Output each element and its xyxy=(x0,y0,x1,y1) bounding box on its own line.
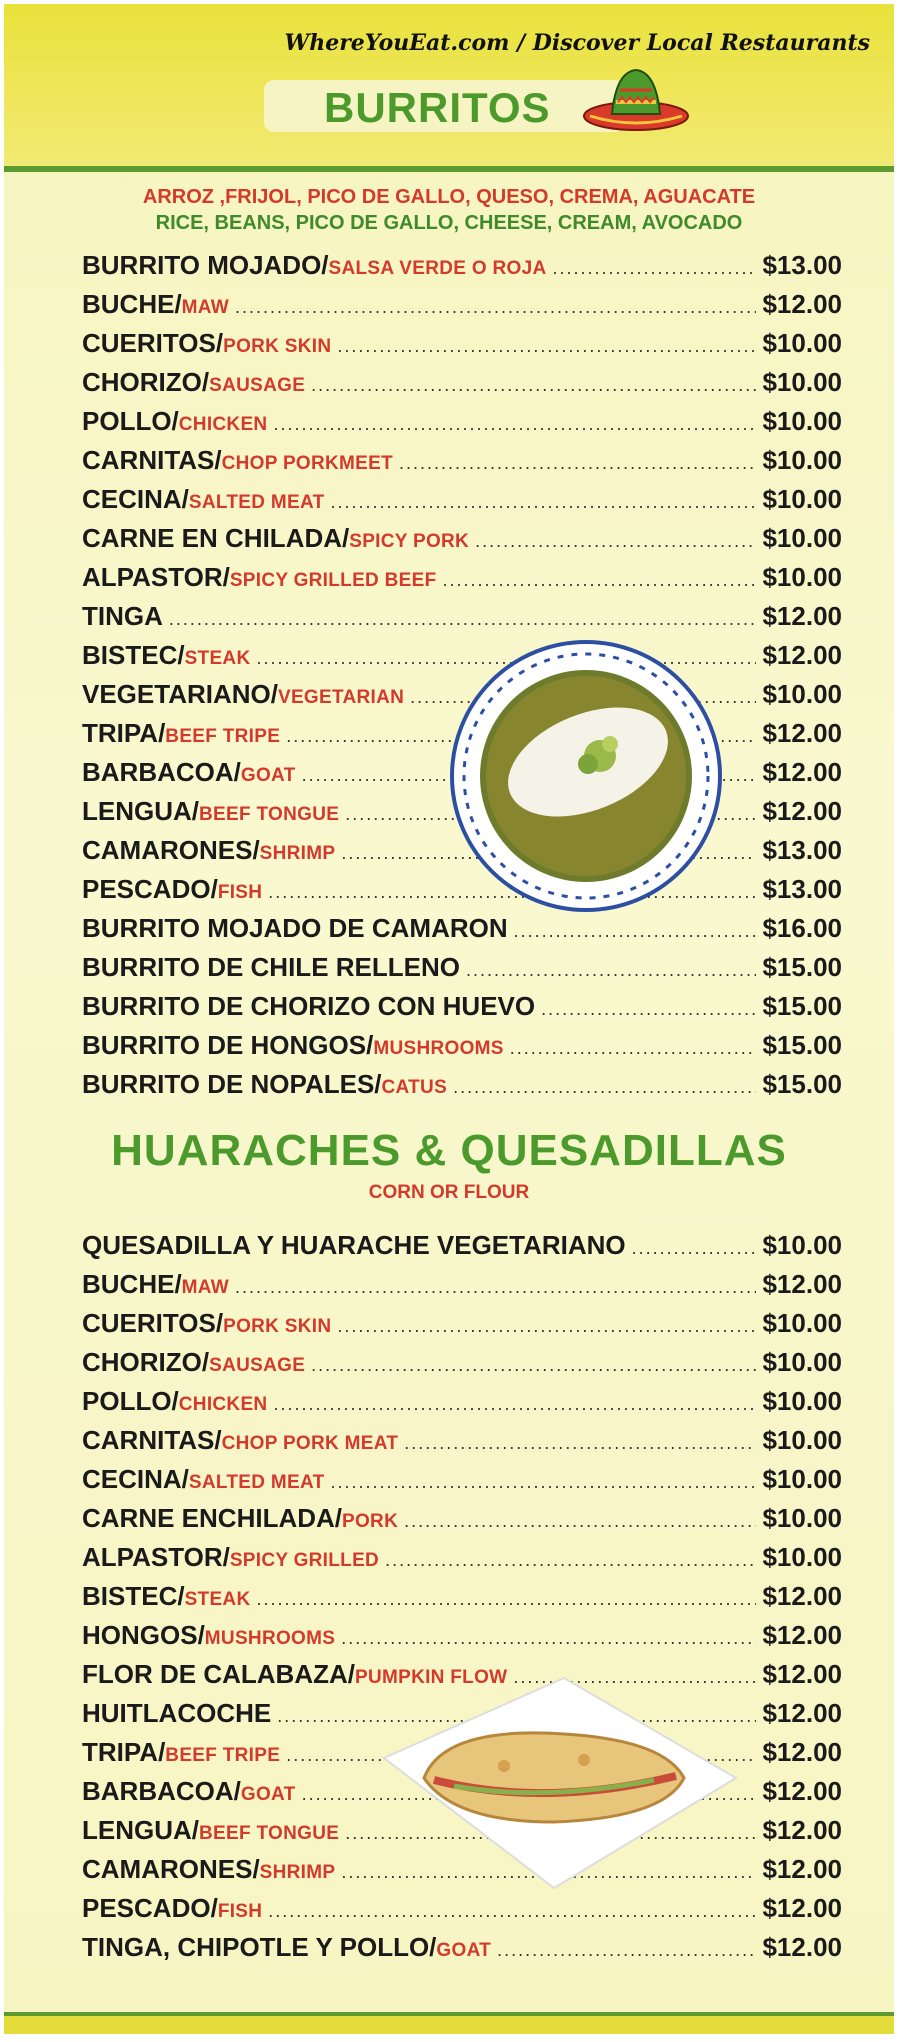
menu-item-name: BARBACOA/ xyxy=(82,1776,241,1806)
dot-leader xyxy=(273,414,756,435)
burritos-title: BURRITOS xyxy=(324,84,551,131)
menu-item-price: $15.00 xyxy=(762,952,842,982)
menu-item xyxy=(82,1620,842,1659)
huaraches-subtitle: CORN OR FLOUR xyxy=(368,1182,530,1203)
menu-item xyxy=(82,328,842,367)
menu-item-name: BURRITO DE CHORIZO CON HUEVO xyxy=(82,991,536,1021)
dot-leader xyxy=(399,453,756,474)
menu-item xyxy=(82,250,842,289)
menu-item-price: $12.00 xyxy=(762,1581,842,1611)
menu-item-price: $12.00 xyxy=(762,601,842,631)
dot-leader xyxy=(337,1316,756,1337)
dot-leader xyxy=(632,1238,757,1259)
menu-item xyxy=(82,406,842,445)
dot-leader xyxy=(541,999,756,1020)
menu-item-price: $15.00 xyxy=(762,991,842,1021)
menu-item-name: BISTEC/ xyxy=(82,640,185,670)
menu-item-price: $12.00 xyxy=(762,757,842,787)
menu-item-translation: SHRIMP xyxy=(259,843,336,864)
menu-item-name: POLLO/ xyxy=(82,406,179,436)
burritos-subtitle-es: ARROZ ,FRIJOL, PICO DE GALLO, QUESO, CREMA, AGUACATE xyxy=(142,186,756,208)
menu-item-translation: BEEF TRIPE xyxy=(165,1745,281,1766)
menu-item xyxy=(82,1030,842,1069)
dot-leader xyxy=(404,1511,756,1532)
menu-item-translation: SHRIMP xyxy=(259,1862,336,1883)
menu-item-price: $12.00 xyxy=(762,1659,842,1689)
menu-item xyxy=(82,1581,842,1620)
menu-item-name: POLLO/ xyxy=(82,1386,179,1416)
menu-item-name: CARNITAS/ xyxy=(82,1425,222,1455)
menu-item-price: $10.00 xyxy=(762,1386,842,1416)
menu-item xyxy=(82,913,842,952)
dot-leader xyxy=(235,297,756,318)
menu-item-price: $10.00 xyxy=(762,523,842,553)
menu-item xyxy=(82,1542,842,1581)
menu-item-name: BURRITO DE HONGOS/ xyxy=(82,1030,374,1060)
menu-item-price: $12.00 xyxy=(762,289,842,319)
menu-item xyxy=(82,1347,842,1386)
menu-item-price: $15.00 xyxy=(762,1030,842,1060)
menu-item-price: $10.00 xyxy=(762,367,842,397)
menu-item-translation: PUMPKIN FLOW xyxy=(354,1667,508,1688)
menu-item-price: $13.00 xyxy=(762,835,842,865)
menu-item-translation: BEEF TRIPE xyxy=(165,726,281,747)
menu-item-name: PESCADO/ xyxy=(82,1893,218,1923)
menu-item-price: $10.00 xyxy=(762,1347,842,1377)
menu-item-name: FLOR DE CALABAZA/ xyxy=(82,1659,355,1689)
menu-item-translation: SAUSAGE xyxy=(209,375,306,396)
menu-item-translation: CHOP PORKMEET xyxy=(221,453,394,474)
site-banner[interactable]: WhereYouEat.com / Discover Local Restaurants xyxy=(284,30,870,56)
menu-item-price: $10.00 xyxy=(762,1230,842,1260)
burritos-subtitle-en: RICE, BEANS, PICO DE GALLO, CHEESE, CREAM, AVOCADO xyxy=(155,212,743,234)
menu-item-price: $15.00 xyxy=(762,1069,842,1099)
menu-item xyxy=(82,289,842,328)
dot-leader xyxy=(331,492,757,513)
dot-leader xyxy=(311,1355,756,1376)
menu-item xyxy=(82,1230,842,1269)
menu-item-translation: PORK SKIN xyxy=(223,1316,332,1337)
menu-item-translation: SPICY GRILLED xyxy=(229,1550,380,1571)
menu-item-price: $12.00 xyxy=(762,1932,842,1962)
menu-page xyxy=(4,4,894,2034)
menu-item-price: $10.00 xyxy=(762,1308,842,1338)
menu-item-name: BISTEC/ xyxy=(82,1581,185,1611)
menu-item-translation: PORK SKIN xyxy=(223,336,332,357)
menu-item-translation: MAW xyxy=(181,297,230,318)
menu-item-translation: BEEF TONGUE xyxy=(199,1823,340,1844)
menu-item xyxy=(82,1308,842,1347)
menu-item-translation: SALTED MEAT xyxy=(188,1472,325,1493)
menu-item-name: TINGA, CHIPOTLE Y POLLO/ xyxy=(82,1932,437,1962)
menu-item-price: $10.00 xyxy=(762,679,842,709)
menu-item-translation: SAUSAGE xyxy=(209,1355,306,1376)
dot-leader xyxy=(268,1901,756,1922)
menu-item-translation: CATUS xyxy=(381,1077,448,1098)
menu-item-name: BUCHE/ xyxy=(82,289,182,319)
dot-leader xyxy=(331,1472,757,1493)
dot-leader xyxy=(453,1077,756,1098)
menu-item-name: LENGUA/ xyxy=(82,1815,199,1845)
menu-item-name: BURRITO DE CHILE RELLENO xyxy=(82,952,460,982)
menu-item xyxy=(82,367,842,406)
dot-leader xyxy=(235,1277,756,1298)
menu-item-name: CAMARONES/ xyxy=(82,1854,260,1884)
huaraches-title: HUARACHES & QUESADILLAS xyxy=(111,1126,787,1175)
menu-item-name: BURRITO MOJADO DE CAMARON xyxy=(82,913,508,943)
menu-item-price: $10.00 xyxy=(762,328,842,358)
menu-item xyxy=(82,484,842,523)
menu-item-name: HONGOS/ xyxy=(82,1620,205,1650)
menu-item-price: $12.00 xyxy=(762,1815,842,1845)
menu-item-price: $12.00 xyxy=(762,1698,842,1728)
menu-item-name: CARNE ENCHILADA/ xyxy=(82,1503,342,1533)
dot-leader xyxy=(337,336,756,357)
menu-item-price: $10.00 xyxy=(762,1464,842,1494)
menu-item-price: $16.00 xyxy=(762,913,842,943)
menu-item xyxy=(82,1464,842,1503)
menu-item xyxy=(82,1932,842,1971)
menu-item xyxy=(82,601,842,640)
menu-item-translation: VEGETARIAN xyxy=(277,687,405,708)
menu-item-name: TRIPA/ xyxy=(82,1737,166,1767)
dot-leader xyxy=(169,609,757,630)
menu-item-translation: MUSHROOMS xyxy=(204,1628,336,1649)
menu-item-price: $13.00 xyxy=(762,250,842,280)
menu-item-translation: GOAT xyxy=(240,1784,296,1805)
menu-item xyxy=(82,1386,842,1425)
menu-item-price: $10.00 xyxy=(762,1425,842,1455)
menu-item-name: VEGETARIANO/ xyxy=(82,679,278,709)
menu-item xyxy=(82,445,842,484)
dot-leader xyxy=(404,1433,756,1454)
menu-item-price: $12.00 xyxy=(762,718,842,748)
menu-item-price: $12.00 xyxy=(762,796,842,826)
dot-leader xyxy=(341,1628,756,1649)
menu-item-translation: MAW xyxy=(181,1277,230,1298)
dot-leader xyxy=(510,1038,757,1059)
menu-item-price: $10.00 xyxy=(762,1503,842,1533)
dot-leader xyxy=(552,258,756,279)
menu-item-price: $12.00 xyxy=(762,640,842,670)
menu-item-price: $10.00 xyxy=(762,484,842,514)
menu-item-translation: CHOP PORK MEAT xyxy=(221,1433,399,1454)
menu-item-name: BURRITO DE NOPALES/ xyxy=(82,1069,382,1099)
menu-item-name: HUITLACOCHE xyxy=(82,1698,272,1728)
menu-item-price: $12.00 xyxy=(762,1620,842,1650)
menu-item-translation: SALSA VERDE O ROJA xyxy=(328,258,547,279)
menu-item-name: BURRITO MOJADO/ xyxy=(82,250,329,280)
menu-item-translation: GOAT xyxy=(436,1940,492,1961)
menu-item-translation: FISH xyxy=(217,882,263,903)
menu-item-name: BARBACOA/ xyxy=(82,757,241,787)
quesadilla-photo xyxy=(364,1668,744,1898)
menu-item-translation: STEAK xyxy=(184,1589,251,1610)
menu-item xyxy=(82,991,842,1030)
menu-item-price: $10.00 xyxy=(762,406,842,436)
menu-item-name: LENGUA/ xyxy=(82,796,199,826)
sombrero-icon xyxy=(582,64,690,134)
header-divider xyxy=(4,166,894,172)
menu-item xyxy=(82,1503,842,1542)
dot-leader xyxy=(466,960,756,981)
menu-item-price: $10.00 xyxy=(762,562,842,592)
menu-item-name: ALPASTOR/ xyxy=(82,562,230,592)
menu-item-name: CECINA/ xyxy=(82,1464,189,1494)
menu-item-translation: BEEF TONGUE xyxy=(199,804,340,825)
menu-item-name: CECINA/ xyxy=(82,484,189,514)
menu-item-translation: GOAT xyxy=(240,765,296,786)
menu-item xyxy=(82,1069,842,1108)
menu-item-price: $12.00 xyxy=(762,1269,842,1299)
menu-item-name: BUCHE/ xyxy=(82,1269,182,1299)
menu-item xyxy=(82,562,842,601)
menu-item-name: CHORIZO/ xyxy=(82,1347,210,1377)
menu-item-price: $10.00 xyxy=(762,1542,842,1572)
menu-item xyxy=(82,1425,842,1464)
menu-item-price: $12.00 xyxy=(762,1776,842,1806)
menu-item-name: CHORIZO/ xyxy=(82,367,210,397)
menu-item xyxy=(82,1269,842,1308)
menu-item-translation: FISH xyxy=(217,1901,263,1922)
menu-item-translation: MUSHROOMS xyxy=(373,1038,504,1059)
menu-item-price: $12.00 xyxy=(762,1737,842,1767)
menu-item-name: ALPASTOR/ xyxy=(82,1542,230,1572)
menu-item-name: PESCADO/ xyxy=(82,874,218,904)
menu-item-price: $12.00 xyxy=(762,1854,842,1884)
menu-item xyxy=(82,523,842,562)
dot-leader xyxy=(514,921,757,942)
dot-leader xyxy=(385,1550,756,1571)
menu-item-name: CARNE EN CHILADA/ xyxy=(82,523,350,553)
menu-item xyxy=(82,952,842,991)
menu-item-translation: CHICKEN xyxy=(178,414,268,435)
menu-item-name: TINGA xyxy=(82,601,163,631)
burrito-plate-photo xyxy=(450,640,722,912)
menu-item-name: QUESADILLA Y HUARACHE VEGETARIANO xyxy=(82,1230,626,1260)
menu-item-name: CUERITOS/ xyxy=(82,328,224,358)
dot-leader xyxy=(311,375,756,396)
menu-item-translation: SPICY GRILLED BEEF xyxy=(229,570,437,591)
dot-leader xyxy=(497,1940,756,1961)
menu-item-name: CUERITOS/ xyxy=(82,1308,224,1338)
dot-leader xyxy=(475,531,756,552)
menu-item-translation: SPICY PORK xyxy=(349,531,470,552)
dot-leader xyxy=(443,570,757,591)
menu-item-name: CAMARONES/ xyxy=(82,835,260,865)
menu-item-price: $12.00 xyxy=(762,1893,842,1923)
menu-item-translation: SALTED MEAT xyxy=(188,492,325,513)
menu-item-price: $10.00 xyxy=(762,445,842,475)
footer-band xyxy=(4,2012,894,2034)
menu-item-translation: CHICKEN xyxy=(178,1394,268,1415)
menu-item-translation: PORK xyxy=(342,1511,399,1532)
menu-item-price: $13.00 xyxy=(762,874,842,904)
menu-item-name: TRIPA/ xyxy=(82,718,166,748)
dot-leader xyxy=(256,1589,756,1610)
dot-leader xyxy=(273,1394,756,1415)
menu-item-translation: STEAK xyxy=(184,648,251,669)
menu-item xyxy=(82,1893,842,1932)
menu-item-name: CARNITAS/ xyxy=(82,445,222,475)
